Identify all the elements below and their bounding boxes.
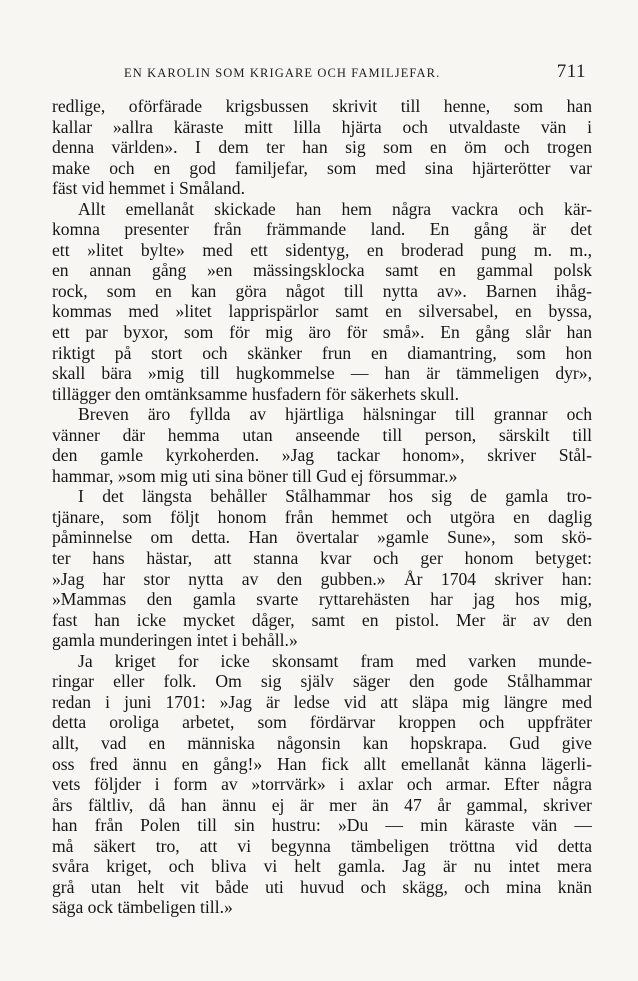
text-line: vänner där hemma utan anseende till person, särskilt till [52, 424, 592, 445]
text-line: ter hans hästar, att stanna kvar och ger honom betyget: [52, 548, 592, 569]
text-line: allt, vad en människa någonsin kan hopskrapa. Gud give [52, 732, 592, 753]
text-line: vets följder i form av »torrvärk» i axlar och armar. Efter några [52, 774, 592, 795]
text-line: grå utan helt vit både uti huvud och skägg, och mina knän [52, 876, 592, 897]
text-line: fast han icke mycket dåger, samt en pistol. Mer är av den [52, 609, 592, 630]
text-line: Allt emellanåt skickade han hem några vackra och kär- [78, 198, 592, 219]
book-page [52, 0, 592, 981]
text-line: gamla munderingen intet i behåll.» [52, 630, 298, 651]
text-line: Ja kriget for icke skonsamt fram med varken munde- [78, 650, 592, 671]
text-line: ringar eller folk. Om sig själv säger den gode Stålhammar [52, 671, 592, 692]
running-head [52, 62, 592, 86]
text-line: ett par byxor, som för mig äro för små». En gång slår han [52, 322, 592, 343]
text-line: säga ock tämbeligen till.» [52, 897, 233, 918]
text-line: oss fred ännu en gång!» Han fick allt emellanåt känna lägerli- [52, 753, 592, 774]
text-line: den gamle kyrkoherden. »Jag tackar honom», skriver Stål- [52, 445, 592, 466]
text-line: tillägger den omtänksamme husfadern för säkerhets skull. [52, 383, 459, 404]
text-line: Breven äro fyllda av hjärtliga hälsningar till grannar och [78, 404, 592, 425]
text-line: rock, som en kan göra något till nytta av». Barnen ihåg- [52, 280, 592, 301]
text-line: skall bära »mig till hugkommelse — han är tämmeligen dyr», [52, 363, 592, 384]
text-line: I det längsta behåller Stålhammar hos sig de gamla tro- [78, 486, 592, 507]
text-line: redlige, oförfärade krigsbussen skrivit till henne, som han [52, 96, 592, 116]
text-line: redan i juni 1701: »Jag är ledse vid att släpa mig längre med [52, 691, 592, 712]
text-line: fäst vid hemmet i Småland. [52, 178, 246, 199]
text-line: må säkert tro, att vi begynna tämbeligen tröttna vid detta [52, 835, 592, 856]
body-text [52, 96, 592, 918]
text-line: kommas med »litet lapprispärlor samt en silversabel, en byssa, [52, 301, 592, 322]
text-line: make och en god familjefar, som med sina hjärterötter var [52, 157, 592, 178]
text-line: detta oroliga arbetet, som fördärvar kroppen och uppfräter [52, 712, 592, 733]
text-line: riktigt på stort och skänker frun en diamantring, som hon [52, 342, 592, 363]
text-line: en annan gång »en mässingsklocka samt en gammal polsk [52, 260, 592, 281]
text-line: svåra kriget, och bliva vi helt gamla. Jag är nu intet mera [52, 856, 592, 877]
text-line: han från Polen till sin hustru: »Du — min käraste vän — [52, 815, 592, 836]
text-line: års fältliv, då han ännu ej är mer än 47 år gammal, skriver [52, 794, 592, 815]
text-line: »Jag har stor nytta av den gubben.» År 1704 skriver han: [52, 568, 592, 589]
text-line: komna presenter från främmande land. En gång är det [52, 219, 592, 240]
text-line: denna världen». I dem ter han sig som en öm och trogen [52, 137, 592, 158]
text-line: ett »litet bylte» med ett sidentyg, en broderad pung m. m., [52, 239, 592, 260]
text-line: tjänare, som följt honom från hemmet och utgöra en daglig [52, 506, 592, 527]
running-head-title: EN KAROLIN SOM KRIGARE OCH FAMILJEFAR. [124, 66, 441, 80]
text-line: kallar »allra käraste mitt lilla hjärta och utvaldaste vän i [52, 116, 592, 137]
text-line: påminnelse om detta. Han övertalar »gamle Sune», som skö- [52, 527, 592, 548]
text-line: hammar, »som mig uti sina böner till Gud ej försummar.» [52, 465, 458, 486]
page-number: 711 [556, 61, 586, 82]
text-line: »Mammas den gamla svarte ryttarehästen har jag hos mig, [52, 589, 592, 610]
